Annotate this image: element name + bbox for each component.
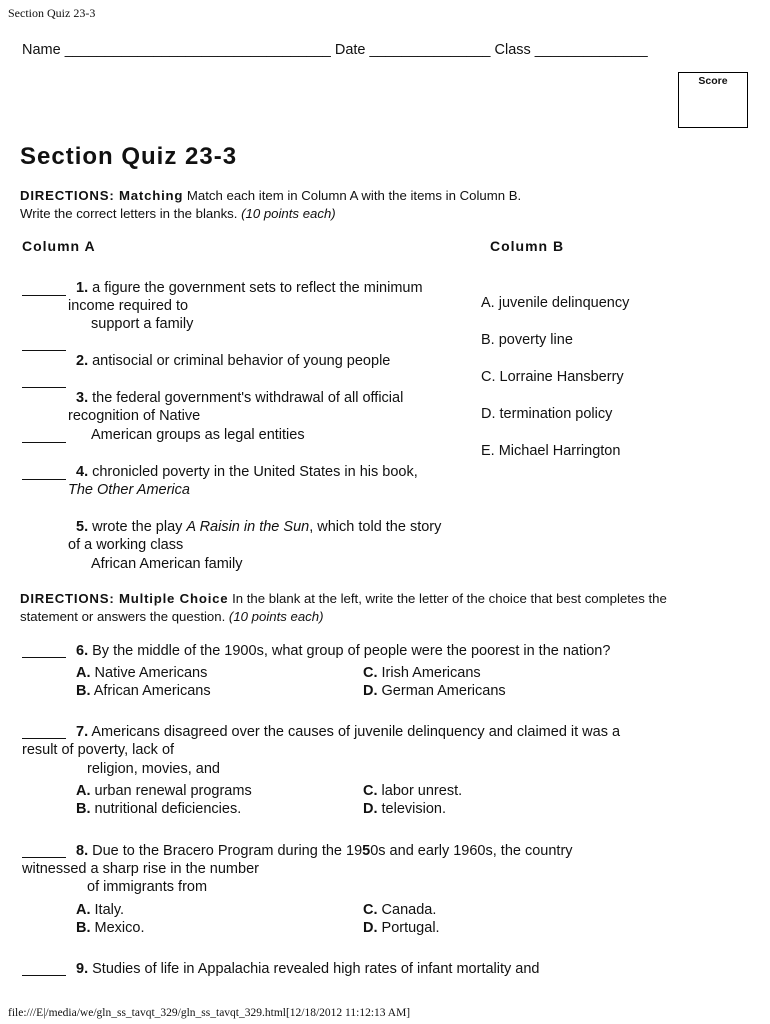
- question-7-choice-b: [76, 800, 241, 819]
- mc-directions-label: DIRECTIONS: Multiple Choice: [20, 591, 229, 606]
- question-text: 0s and early 1960s, the country: [370, 843, 573, 859]
- matching-item-3-line-3: American groups as legal entities: [91, 427, 305, 443]
- choice-letter: D.: [363, 920, 378, 936]
- question-8-stem-line-2: witnessed a sharp rise in the number: [22, 861, 259, 877]
- answer-blank-3[interactable]: [22, 387, 66, 388]
- question-number: 9.: [76, 961, 89, 977]
- question-7-choice-a: [76, 782, 252, 801]
- item-text: the federal government's withdrawal of all official: [88, 390, 404, 406]
- file-path-footer: file:///E|/media/we/gln_ss_tavqt_329/gln_ss_tavqt_329.html[12/18/2012 11:12:13 AM]: [8, 1007, 411, 1019]
- choice-letter: A.: [76, 902, 91, 918]
- matching-directions-label: DIRECTIONS: Matching: [20, 188, 184, 203]
- matching-item-5-line-1: [76, 518, 441, 537]
- question-7-choice-c: [363, 782, 462, 801]
- answer-blank-6[interactable]: [22, 657, 66, 658]
- score-label: Score: [698, 75, 728, 87]
- mc-directions-points: (10 points each): [228, 609, 324, 624]
- question-6-stem: [76, 642, 610, 661]
- column-b-choice-e: E. Michael Harrington: [481, 443, 621, 459]
- choice-text: Irish Americans: [377, 665, 481, 681]
- answer-blank-4[interactable]: [22, 479, 66, 480]
- item-number: 3.: [76, 390, 89, 406]
- mc-directions: [20, 590, 667, 626]
- matching-item-4-line-2: The Other America: [68, 482, 190, 498]
- matching-item-2: [76, 352, 390, 371]
- question-6-choice-d: [363, 682, 506, 701]
- choice-text: Italy.: [90, 902, 125, 918]
- question-9-stem: [76, 960, 539, 979]
- matching-item-4-line-1: [76, 463, 418, 482]
- question-8-choice-a: [76, 901, 124, 920]
- choice-letter: B.: [76, 920, 91, 936]
- choice-text: Mexico.: [90, 920, 145, 936]
- choice-text: television.: [377, 801, 447, 817]
- choice-text: Portugal.: [377, 920, 440, 936]
- question-8-stem-line-1: [76, 842, 573, 861]
- matching-directions-text-2: Write the correct letters in the blanks.: [20, 206, 242, 221]
- score-box: [678, 72, 748, 128]
- choice-letter: B.: [76, 801, 91, 817]
- question-text: Americans disagreed over the causes of juvenile delinquency and claimed it was a: [88, 724, 621, 740]
- answer-blank-8[interactable]: [22, 857, 66, 858]
- question-8-choice-c: [363, 901, 436, 920]
- item-text: wrote the play: [88, 519, 187, 535]
- question-7-stem-line-1: [76, 723, 620, 742]
- item-text: , which told the story: [309, 519, 442, 535]
- answer-blank-3b[interactable]: [22, 442, 66, 443]
- choice-text: nutritional deficiencies.: [90, 801, 242, 817]
- choice-text: Canada.: [377, 902, 437, 918]
- choice-letter: D.: [363, 801, 378, 817]
- item-number: 2.: [76, 353, 89, 369]
- choice-letter: D.: [363, 683, 378, 699]
- matching-directions: [20, 187, 521, 223]
- question-8-choice-b: [76, 919, 145, 938]
- item-number: 1.: [76, 280, 89, 296]
- choice-text: German Americans: [377, 683, 506, 699]
- answer-blank-9[interactable]: [22, 975, 66, 976]
- choice-text: labor unrest.: [377, 783, 463, 799]
- question-8-choice-d: [363, 919, 440, 938]
- matching-item-1-line-1: [76, 279, 423, 298]
- answer-blank-2[interactable]: [22, 350, 66, 351]
- student-info-fields: Name _________________________________ Date _______________ Class ______________: [22, 42, 648, 58]
- column-a-heading: Column A: [22, 238, 96, 254]
- choice-letter: B.: [76, 683, 91, 699]
- choice-letter: A.: [76, 665, 91, 681]
- matching-item-1-line-3: support a family: [91, 316, 194, 332]
- choice-letter: C.: [363, 665, 378, 681]
- answer-blank-1[interactable]: [22, 295, 66, 296]
- answer-blank-7[interactable]: [22, 738, 66, 739]
- item-text: chronicled poverty in the United States in his book,: [88, 464, 418, 480]
- matching-item-1-line-2: income required to: [68, 298, 189, 314]
- question-6-choice-c: [363, 664, 481, 683]
- question-number: 6.: [76, 643, 89, 659]
- choice-text: Native Americans: [90, 665, 208, 681]
- mc-directions-text-1: In the blank at the left, write the letter of the choice that best completes the: [228, 591, 667, 606]
- question-text: Due to the Bracero Program during the 19: [88, 843, 363, 859]
- question-text-bold: 5: [362, 843, 371, 859]
- choice-text: African Americans: [90, 683, 211, 699]
- column-b-choice-d: D. termination policy: [481, 406, 613, 422]
- matching-item-3-line-1: [76, 389, 403, 408]
- question-text: By the middle of the 1900s, what group of people were the poorest in the nation?: [88, 643, 611, 659]
- column-b-heading: Column B: [490, 238, 565, 254]
- item-number: 5.: [76, 519, 89, 535]
- question-text: Studies of life in Appalachia revealed high rates of infant mortality and: [88, 961, 540, 977]
- choice-letter: C.: [363, 783, 378, 799]
- item-text: antisocial or criminal behavior of young people: [88, 353, 391, 369]
- column-b-choice-a: A. juvenile delinquency: [481, 295, 630, 311]
- running-header: Section Quiz 23-3: [8, 6, 96, 20]
- question-7-choice-d: [363, 800, 446, 819]
- choice-letter: A.: [76, 783, 91, 799]
- question-number: 8.: [76, 843, 89, 859]
- question-7-stem-line-3: religion, movies, and: [87, 761, 220, 777]
- column-b-choice-b: B. poverty line: [481, 332, 573, 348]
- choice-text: urban renewal programs: [90, 783, 252, 799]
- page-title: Section Quiz 23-3: [20, 143, 238, 170]
- column-b-choice-c: C. Lorraine Hansberry: [481, 369, 624, 385]
- mc-directions-text-2: statement or answers the question.: [20, 609, 229, 624]
- play-title: A Raisin in the Sun: [186, 519, 310, 535]
- matching-item-3-line-2: recognition of Native: [68, 408, 201, 424]
- question-8-stem-line-3: of immigrants from: [87, 879, 208, 895]
- matching-directions-text-1: Match each item in Column A with the items in Column B.: [183, 188, 522, 203]
- question-7-stem-line-2: result of poverty, lack of: [22, 742, 175, 758]
- question-6-choice-a: [76, 664, 207, 683]
- matching-item-5-line-2: of a working class: [68, 537, 184, 553]
- choice-letter: C.: [363, 902, 378, 918]
- question-number: 7.: [76, 724, 89, 740]
- question-6-choice-b: [76, 682, 211, 701]
- item-text: a figure the government sets to reflect the minimum: [88, 280, 423, 296]
- matching-directions-points: (10 points each): [241, 206, 336, 221]
- matching-item-5-line-3: African American family: [91, 556, 243, 572]
- item-number: 4.: [76, 464, 89, 480]
